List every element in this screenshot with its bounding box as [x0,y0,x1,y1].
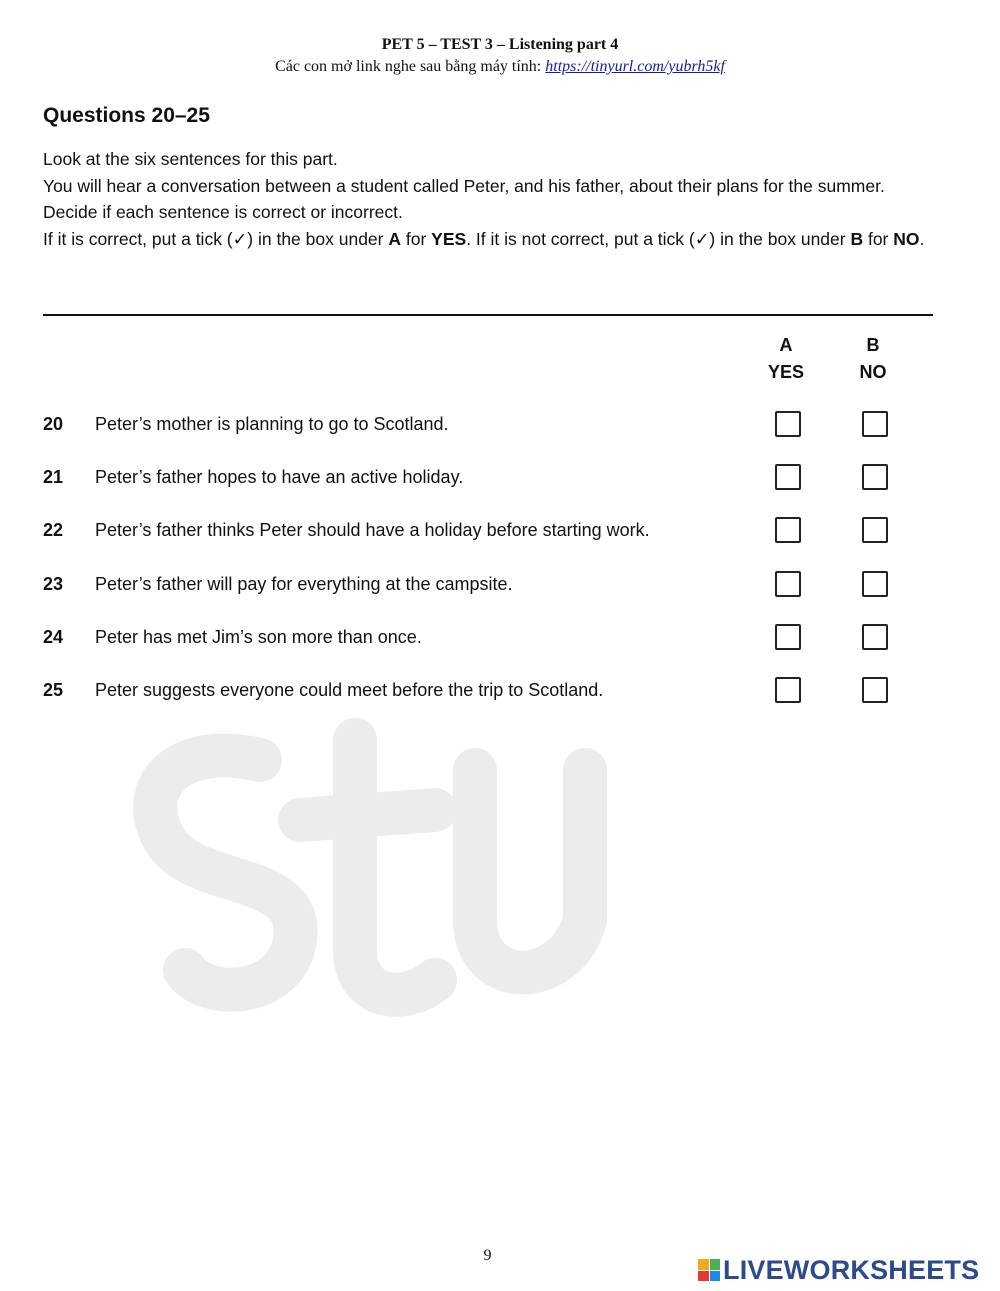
column-b-header [833,332,913,386]
question-row [0,624,1000,654]
instruction-fragment: A [388,228,401,249]
instructions [43,146,943,252]
instruction-fragment: for [863,228,894,249]
column-a-letter: A [779,335,793,355]
answer-a-checkbox[interactable] [775,464,801,490]
question-text: Peter’s father hopes to have an active holiday. [95,467,464,487]
instruction-fragment: YES [431,228,467,249]
watermark-letters [155,740,585,995]
audio-link-prefix: Các con mở link nghe sau bằng máy tính: [275,58,546,75]
answer-b-checkbox[interactable] [862,517,888,543]
question-number: 25 [43,680,64,700]
column-b-label: NO [859,362,887,382]
answer-a-checkbox[interactable] [775,411,801,437]
question-number: 23 [43,574,64,594]
instruction-line: You will hear a conversation between a student called Peter, and his father, about their plans for the summer. [43,175,885,196]
question-text: Peter’s mother is planning to go to Scotland. [95,414,449,434]
instruction-fragment: . If it is not correct, put a tick (✓) in the box under [466,228,851,249]
answer-b-checkbox[interactable] [862,624,888,650]
brand-text: LIVEWORKSHEETS [723,1254,980,1285]
question-number: 24 [43,627,64,647]
instruction-line: Decide if each sentence is correct or incorrect. [43,202,403,222]
instruction-fragment: for [401,228,432,249]
question-text: Peter suggests everyone could meet before the trip to Scotland. [95,680,604,700]
page-header [0,34,1000,78]
question-row [0,517,1000,547]
instruction-line: Look at the six sentences for this part. [43,149,338,169]
column-a-label: YES [767,362,805,382]
brand-blocks-icon [698,1259,720,1281]
answer-a-checkbox[interactable] [775,517,801,543]
audio-link-line [0,56,1000,78]
question-row [0,571,1000,601]
answer-a-checkbox[interactable] [775,571,801,597]
audio-link[interactable]: https://tinyurl.com/yubrh5kf [545,58,725,75]
divider [43,314,933,316]
watermark [105,700,645,1040]
answer-b-checkbox[interactable] [862,571,888,597]
answer-b-checkbox[interactable] [862,411,888,437]
instruction-fragment: B [850,228,864,249]
column-a-header [746,332,826,386]
question-number: 22 [43,520,64,540]
page-number: 9 [483,1247,492,1264]
question-text: Peter’s father thinks Peter should have a holiday before starting work. [95,520,650,540]
answer-b-checkbox[interactable] [862,677,888,703]
answer-a-checkbox[interactable] [775,624,801,650]
instruction-fragment: NO [893,228,920,249]
instruction-fragment: If it is correct, put a tick (✓) in the box under [43,228,389,249]
question-text: Peter’s father will pay for everything at the campsite. [95,574,513,594]
brand-logo [698,1255,979,1285]
question-row [0,464,1000,494]
instruction-fragment: . [919,228,925,249]
test-title: PET 5 – TEST 3 – Listening part 4 [381,36,619,53]
answer-b-checkbox[interactable] [862,464,888,490]
question-text: Peter has met Jim’s son more than once. [95,627,422,647]
question-row [0,411,1000,441]
questions-title: Questions 20–25 [43,104,210,127]
question-number: 21 [43,467,64,487]
answer-a-checkbox[interactable] [775,677,801,703]
question-number: 20 [43,414,64,434]
column-b-letter: B [866,335,880,355]
instruction-line [43,226,943,253]
